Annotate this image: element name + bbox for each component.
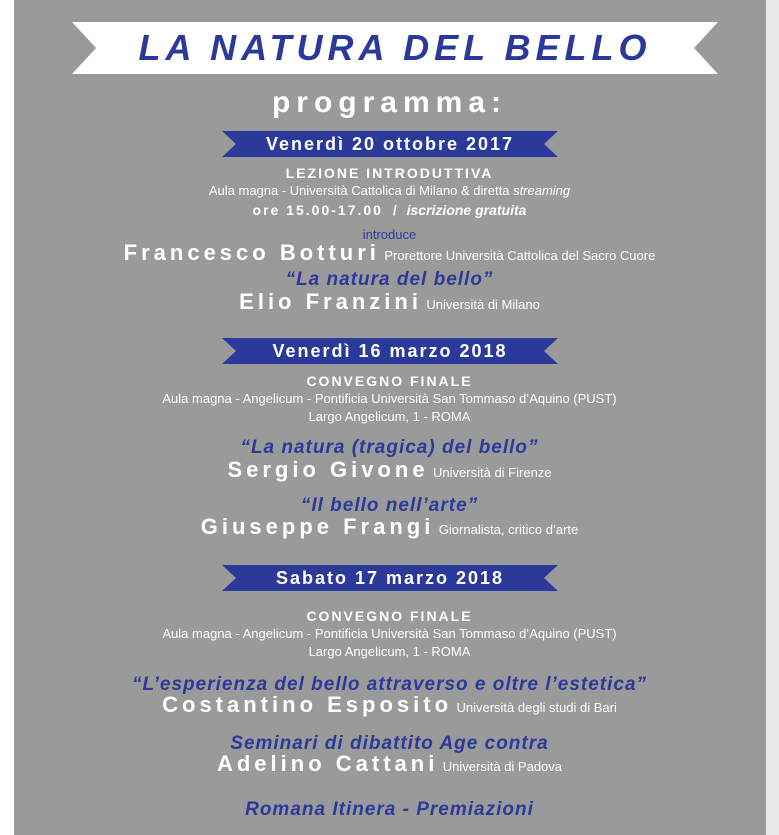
- time-day1: ore 15.00-17.00: [252, 202, 383, 218]
- date-ribbon-day2: [222, 338, 558, 364]
- program-heading: programma:: [271, 86, 508, 119]
- speaker-name-esposito: Costantino Esposito: [162, 692, 453, 717]
- title-banner: [72, 22, 718, 74]
- poster-title: LA NATURA DEL BELLO: [138, 27, 652, 68]
- registration-day1: iscrizione gratuita: [406, 202, 527, 218]
- speaker-name-cattani: Adelino Cattani: [216, 751, 439, 776]
- date-ribbon-day3: [222, 565, 558, 591]
- talk-title-frangi: “Il bello nell’arte”: [300, 495, 479, 516]
- date-day2: Venerdì 16 marzo 2018: [272, 341, 508, 361]
- closing-title: Romana Itinera - Premiazioni: [245, 799, 534, 820]
- speaker-affiliation-esposito: Università degli studi di Bari: [456, 700, 617, 715]
- date-ribbon-day1: [222, 131, 558, 157]
- speaker-name-botturi: Francesco Botturi: [123, 240, 380, 265]
- speaker-affiliation-cattani: Università di Padova: [442, 759, 563, 774]
- session-label-day2: CONVEGNO FINALE: [306, 373, 473, 389]
- introduce-label: introduce: [362, 227, 417, 242]
- speaker-affiliation-botturi: Prorettore Università Cattolica del Sacro Cuore: [384, 248, 656, 263]
- speaker-name-franzini: Elio Franzini: [239, 289, 422, 314]
- seminar-title: Seminari di dibattito Age contra: [230, 733, 549, 754]
- talk-title-day1: “La natura del bello”: [285, 269, 494, 290]
- speaker-row-cattani: [0, 751, 779, 777]
- speaker-affiliation-givone: Università di Firenze: [433, 465, 552, 480]
- speaker-name-frangi: Giuseppe Frangi: [200, 514, 435, 539]
- time-line-day1: [0, 202, 779, 218]
- speaker-name-givone: Sergio Givone: [227, 457, 429, 482]
- address-day3: Largo Angelicum, 1 - ROMA: [308, 644, 471, 659]
- time-separator: /: [392, 202, 397, 218]
- speaker-affiliation-franzini: Università di Milano: [426, 297, 540, 312]
- venue-day3: Aula magna - Angelicum - Pontificia Università San Tommaso d’Aquino (PUST): [162, 626, 617, 641]
- venue-day1: [0, 183, 779, 198]
- speaker-affiliation-frangi: Giornalista, critico d’arte: [438, 522, 579, 537]
- session-label-day3: CONVEGNO FINALE: [306, 608, 473, 624]
- date-day3: Sabato 17 marzo 2018: [275, 568, 505, 588]
- speaker-row-esposito: [0, 692, 779, 718]
- venue-day1-text: Aula magna - Università Cattolica di Milano & diretta: [208, 183, 514, 198]
- speaker-row-botturi: [0, 240, 779, 266]
- address-day2: Largo Angelicum, 1 - ROMA: [308, 409, 471, 424]
- speaker-row-franzini: [0, 289, 779, 315]
- talk-title-givone: “La natura (tragica) del bello”: [240, 437, 539, 458]
- talk-title-esposito: “L’esperienza del bello attraverso e oltre l’estetica”: [131, 674, 648, 695]
- date-day1: Venerdì 20 ottobre 2017: [265, 134, 515, 154]
- speaker-row-frangi: [0, 514, 779, 540]
- venue-day1-streaming: streaming: [513, 183, 571, 198]
- session-label-day1: LEZIONE INTRODUTTIVA: [285, 165, 494, 181]
- venue-day2: Aula magna - Angelicum - Pontificia Università San Tommaso d’Aquino (PUST): [162, 391, 617, 406]
- speaker-row-givone: [0, 457, 779, 483]
